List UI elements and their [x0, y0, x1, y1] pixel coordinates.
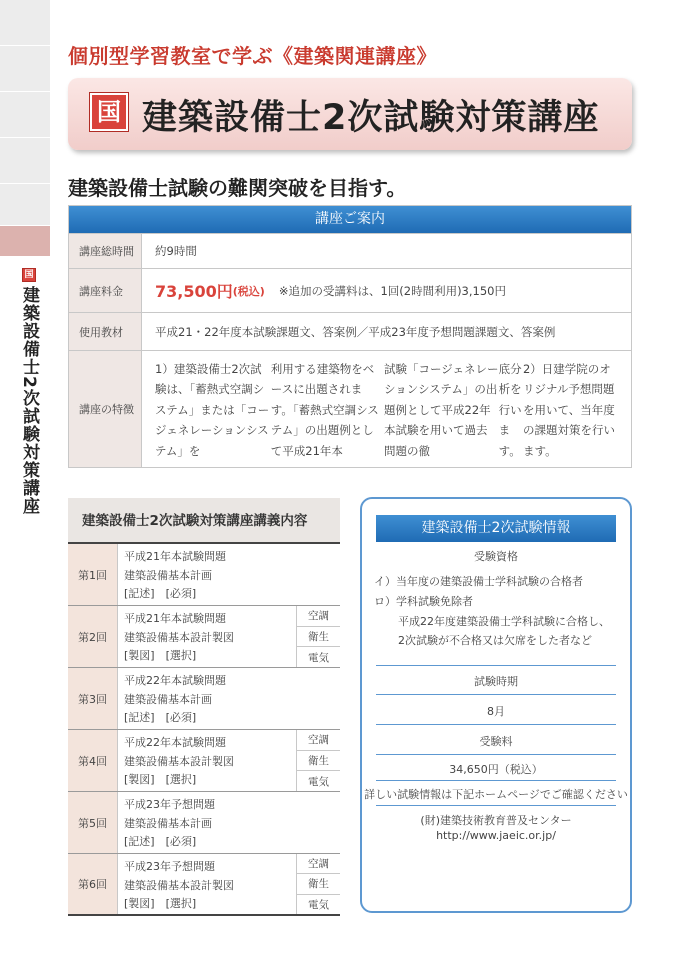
lecture-row: [68, 544, 340, 606]
course-price: 73,500円: [155, 282, 233, 301]
sidebar-tab: [0, 92, 50, 138]
lecture-content: [118, 730, 296, 791]
lecture-tags: [296, 730, 340, 791]
lecture-content: [118, 606, 296, 667]
lecture-row: [68, 606, 340, 668]
qualification-detail: 平成22年度建築設備士学科試験に合格し、: [398, 615, 610, 628]
lecture-line: 平成22年本試験問題: [124, 736, 226, 749]
lecture-tags: [296, 854, 340, 914]
lecture-line: 建築設備基本計画: [124, 816, 212, 830]
lecture-line: [記述] [必須]: [124, 587, 197, 600]
sidebar-tab-active: [0, 226, 50, 256]
sidebar-tab: [0, 138, 50, 184]
info-row-fee: [69, 268, 631, 312]
exam-info-note: 詳しい試験情報は下記ホームページでご確認ください: [364, 788, 628, 801]
info-label: 講座総時間: [69, 234, 142, 268]
lecture-row: [68, 730, 340, 792]
lecture-number: 第2回: [68, 606, 118, 667]
page-subtitle: 個別型学習教室で学ぶ《建築関連講座》: [68, 44, 437, 68]
exam-period-label: 試験時期: [474, 675, 518, 688]
lecture-line: 平成23年予想問題: [124, 798, 215, 811]
vertical-title-text: 建築設備士2次試験対策講座: [19, 286, 39, 515]
info-value: 約9時間: [155, 244, 197, 258]
page-title: 建築設備士2次試験対策講座: [142, 98, 600, 138]
lecture-tags: [296, 606, 340, 667]
divider: [376, 694, 616, 695]
sidebar-tab: [0, 46, 50, 92]
exam-period-value: 8月: [487, 705, 505, 718]
lecture-row: [68, 792, 340, 854]
info-value: [142, 269, 631, 312]
qualification-detail: 2次試験が不合格又は欠席をした者など: [398, 634, 592, 647]
national-badge-icon: 国: [90, 93, 128, 131]
lecture-line: [記述] [必須]: [124, 711, 197, 724]
divider: [376, 754, 616, 755]
divider: [376, 665, 616, 666]
lecture-row: [68, 668, 340, 730]
lecture-line: 平成21年本試験問題: [124, 612, 226, 625]
lecture-line: 平成23年予想問題: [124, 860, 215, 873]
national-badge-icon: 国: [22, 268, 36, 282]
course-info-heading: 講座ご案内: [69, 206, 631, 233]
lecture-number: 第6回: [68, 854, 118, 914]
qualification-label: 受験資格: [474, 550, 518, 563]
organization-url[interactable]: http://www.jaeic.or.jp/: [436, 829, 556, 842]
tag: 空調: [297, 606, 340, 627]
lecture-line: 建築設備基本設計製図: [124, 754, 234, 768]
tag: 衛生: [297, 751, 340, 772]
lecture-line: [記述] [必須]: [124, 835, 197, 848]
divider: [376, 724, 616, 725]
lecture-line: 建築設備基本計画: [124, 692, 212, 706]
tag: 電気: [308, 775, 329, 788]
exam-fee-value: 34,650円（税込）: [449, 763, 543, 776]
info-row-feature: [69, 350, 631, 467]
feature-line: 1）建築設備士2次試験は、「蓄熱式空調システム」または「コージェネレーションシステム」を: [155, 361, 270, 458]
lecture-line: [製図] [選択]: [124, 773, 197, 786]
info-row-hours: [69, 233, 631, 268]
exam-fee-label: 受験料: [479, 735, 513, 748]
divider: [376, 805, 616, 806]
lecture-line: 建築設備基本設計製図: [124, 878, 234, 892]
price-tax-note: (税込): [232, 284, 265, 298]
sidebar-tab: [0, 184, 50, 226]
sidebar-tab: [0, 0, 50, 46]
lecture-number: 第4回: [68, 730, 118, 791]
tag: 電気: [308, 651, 329, 664]
feature-line: 試験「コージェネレーションシステム」の出題例として平成22年本試験を用いて過去問題の徹: [384, 361, 499, 458]
lecture-line: 建築設備基本計画: [124, 568, 212, 582]
divider: [376, 780, 616, 781]
qualification-item: イ）当年度の建築設備士学科試験の合格者: [374, 575, 583, 588]
lecture-line: 平成22年本試験問題: [124, 674, 226, 687]
lecture-number: 第1回: [68, 544, 118, 605]
lecture-line: [製図] [選択]: [124, 897, 197, 910]
lecture-line: 建築設備基本設計製図: [124, 630, 234, 644]
info-label: 使用教材: [69, 313, 142, 350]
vertical-section-title: [18, 268, 40, 515]
lecture-line: [製図] [選択]: [124, 649, 197, 662]
lecture-table-heading: 建築設備士2次試験対策講座講義内容: [68, 498, 340, 544]
tag: 電気: [308, 898, 329, 911]
lecture-row: [68, 854, 340, 916]
info-label: 講座料金: [69, 269, 142, 312]
lecture-number: 第3回: [68, 668, 118, 729]
info-row-material: [69, 312, 631, 350]
tag: 空調: [297, 854, 340, 874]
qualification-item: ロ）学科試験免除者: [374, 595, 473, 608]
lecture-table: [68, 498, 340, 916]
lecture-number: 第5回: [68, 792, 118, 853]
tag: 空調: [297, 730, 340, 751]
lead-text: 建築設備士試験の難関突破を目指す。: [68, 176, 407, 200]
info-value: [142, 351, 631, 467]
title-banner: [68, 78, 632, 150]
feature-line: 底分析を行います。: [498, 361, 522, 458]
info-label: 講座の特徴: [69, 351, 142, 467]
feature-line: 利用する建築物をベースに出題されます。「蓄熱式空調システム」の出題例として平成21年本: [270, 361, 379, 458]
lecture-content: [118, 668, 340, 729]
lecture-content: [118, 544, 340, 605]
tag: 衛生: [297, 627, 340, 648]
info-value: 平成21・22年度本試験課題文、答案例／平成23年度予想問題課題文、答案例: [155, 324, 556, 339]
lecture-content: [118, 854, 296, 914]
tag: 衛生: [297, 874, 340, 894]
feature-line: 2）日建学院のオリジナル予想問題を用いて、当年度の課題対策を行います。: [522, 361, 615, 458]
lecture-line: 平成21年本試験問題: [124, 550, 226, 563]
lecture-content: [118, 792, 340, 853]
course-info-table: [68, 205, 632, 468]
organization-name: (財)建築技術教育普及センター: [420, 814, 572, 827]
exam-info-heading: 建築設備士2次試験情報: [376, 515, 616, 542]
sidebar: [0, 0, 50, 961]
exam-info-box: [360, 497, 632, 913]
extra-fee-note: ※追加の受講料は、1回(2時間利用)3,150円: [278, 283, 506, 298]
